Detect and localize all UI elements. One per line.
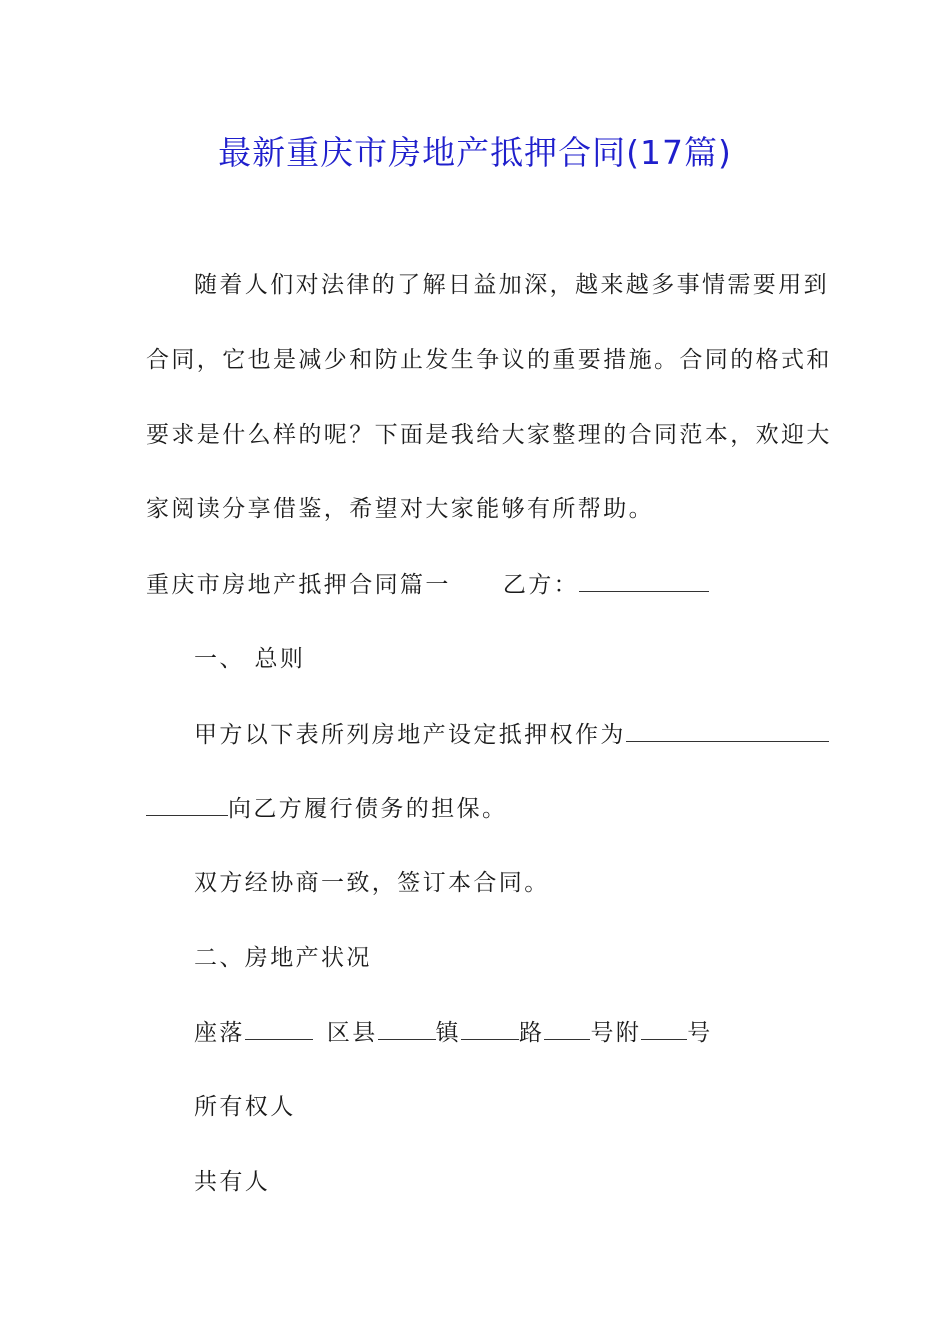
section-1-para-end: 向乙方履行债务的担保。 [228, 796, 508, 822]
location-label: 座落 [194, 1020, 245, 1046]
chapter-heading: 重庆市房地产抵押合同篇一 [146, 572, 451, 598]
section-1-agreement: 双方经协商一致，签订本合同。 [194, 870, 550, 896]
document-title: 最新重庆市房地产抵押合同(17篇) [218, 133, 732, 172]
co-owner-label: 共有人 [194, 1169, 271, 1195]
section-1-para-start: 甲方以下表所列房地产设定抵押权作为 [194, 722, 626, 748]
location-blank [245, 1017, 313, 1040]
district-label: 区县 [326, 1020, 378, 1046]
intro-line-3: 要求是什么样的呢？下面是我给大家整理的合同范本，欢迎大 [146, 422, 832, 448]
owner-label: 所有权人 [194, 1094, 296, 1120]
intro-line-1: 随着人们对法律的了解日益加深，越来越多事情需要用到 [194, 272, 829, 298]
road-blank [544, 1017, 590, 1040]
town-blank [461, 1017, 519, 1040]
guarantee-blank-1 [626, 719, 829, 742]
road-label: 路 [519, 1020, 545, 1046]
number-blank [641, 1017, 687, 1040]
section-1-para-line-2 [146, 793, 507, 824]
intro-line-4: 家阅读分享借鉴，希望对大家能够有所帮助。 [146, 496, 654, 522]
town-label: 镇 [435, 1020, 462, 1046]
section-1-heading: 一、 总则 [194, 646, 306, 672]
intro-line-2: 合同，它也是减少和防止发生争议的重要措施。合同的格式和 [146, 347, 832, 373]
district-blank [378, 1017, 436, 1040]
number-label: 号附 [590, 1020, 642, 1046]
suffix-label: 号 [687, 1020, 713, 1046]
section-1-para-line-1 [194, 719, 829, 750]
party-b-label: 乙方： [502, 572, 580, 598]
address-line [194, 1017, 713, 1048]
chapter-heading-line [146, 569, 709, 600]
section-2-heading: 二、房地产状况 [194, 945, 372, 971]
party-b-blank [579, 569, 709, 592]
guarantee-blank-2 [146, 793, 228, 816]
